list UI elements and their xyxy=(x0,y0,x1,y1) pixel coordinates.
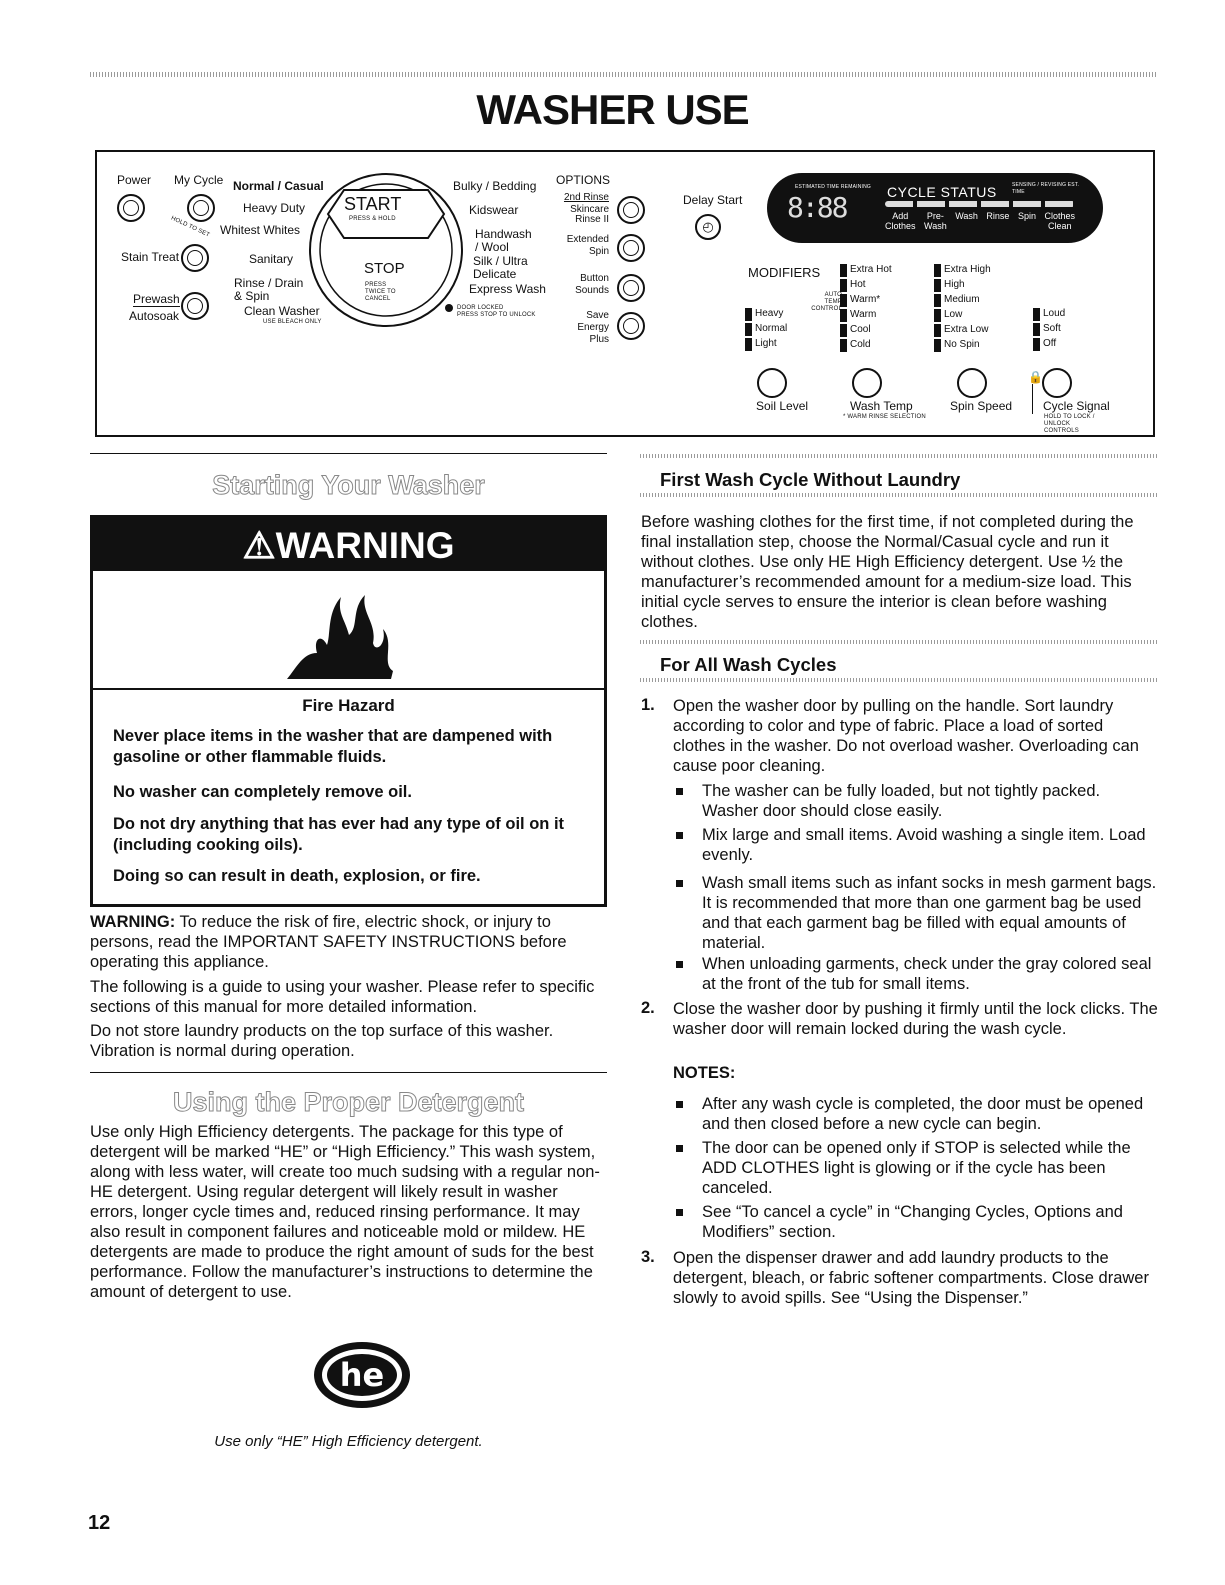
stain-treat-button[interactable] xyxy=(181,244,209,272)
power-label: Power xyxy=(117,173,152,187)
bullet-marker xyxy=(676,961,683,968)
stage-wash: Wash xyxy=(955,211,978,221)
indicator-light xyxy=(1033,308,1040,321)
spin-option-label: Extra Low xyxy=(944,324,989,335)
indicator-light xyxy=(934,264,941,277)
indicator-light xyxy=(934,279,941,292)
step-1-bullet-2: Mix large and small items. Avoid washing a single item. Load evenly. xyxy=(702,826,1146,864)
temp-option-label: Warm* xyxy=(850,294,881,305)
auto-temp-label: AUTO TEMP CONTROL xyxy=(811,292,842,312)
notes-label: NOTES: xyxy=(673,1064,736,1082)
he-logo-text: he xyxy=(339,1356,385,1394)
warning-banner-text: ⚠WARNING xyxy=(242,525,455,566)
soil-option-label: Heavy xyxy=(755,308,784,319)
options-title: OPTIONS xyxy=(556,173,611,187)
all-cycles-heading: For All Wash Cycles xyxy=(660,654,837,675)
option-spin-label: Spin xyxy=(588,246,609,257)
wash-temp-button[interactable] xyxy=(852,368,882,398)
door-locked-label: DOOR LOCKED xyxy=(457,305,504,311)
bullet-marker xyxy=(676,832,683,839)
stage-spin: Spin xyxy=(1017,211,1036,221)
stain-treat-label: Stain Treat xyxy=(121,250,180,264)
spin-option-label: High xyxy=(944,279,965,290)
option-sounds-label: Sounds xyxy=(575,285,609,296)
option-button-sounds-button[interactable] xyxy=(617,274,645,302)
cycle-signal-note: HOLD TO LOCK / UNLOCK CONTROLS xyxy=(1044,414,1095,434)
right-rule-1 xyxy=(640,454,1158,458)
first-wash-paragraph: Before washing clothes for the first time, if not completed during the final installation step, choose the Normal/Casual cycle and run it without clothes. Use only HE High Efficiency detergent. Use ½ the manufacturer’s recommended amount for a medium-size load. This initial cycle serves to ensure the interior is clean before washing clothes. xyxy=(641,513,1134,631)
option-skincare-label: Skincare xyxy=(570,204,609,215)
spin-option-label: Extra High xyxy=(944,264,991,275)
starting-washer-heading: Starting Your Washer xyxy=(212,470,485,500)
step-2-note-3: See “To cancel a cycle” in “Changing Cycles, Options and Modifiers” section. xyxy=(702,1203,1123,1241)
step-2-note-2: The door can be opened only if STOP is selected while the ADD CLOTHES light is glowing or if the cycle has been canceled. xyxy=(702,1139,1131,1197)
spin-option-label: No Spin xyxy=(944,339,980,350)
indicator-light xyxy=(840,339,847,352)
step-1-bullet-3: Wash small items such as infant socks in mesh garment bags. It is recommended that more than one garment bag be used and that each garment bag be filled with equal amounts of material. xyxy=(702,874,1157,952)
cycle-bulky-bedding[interactable]: Bulky / Bedding xyxy=(453,179,537,193)
top-rule xyxy=(90,72,1158,77)
wash-temp-note: * WARM RINSE SELECTION xyxy=(843,414,926,420)
spin-option-label: Low xyxy=(944,309,963,320)
option-button-label: Button xyxy=(580,273,609,284)
cycle-heavy-duty[interactable]: Heavy Duty xyxy=(243,201,306,215)
indicator-light xyxy=(745,338,752,351)
left-column-rule xyxy=(90,453,607,454)
bullet-marker xyxy=(676,1145,683,1152)
option-energy-label: Energy xyxy=(577,322,609,333)
cycle-sanitary[interactable]: Sanitary xyxy=(249,252,294,266)
cycle-signal-label: Cycle Signal xyxy=(1043,399,1110,413)
modifiers-title: MODIFIERS xyxy=(748,265,821,280)
signal-option-label: Loud xyxy=(1043,308,1066,319)
warning-line-1: Never place items in the washer that are dampened with gasoline or other flammable fluids. xyxy=(113,727,553,766)
soil-level-label: Soil Level xyxy=(756,399,809,413)
stage-rinse: Rinse xyxy=(986,211,1010,221)
prewash-label: Prewash xyxy=(133,292,180,306)
fire-icon xyxy=(283,583,403,683)
option-save-label: Save xyxy=(586,310,609,321)
detergent-paragraph: Use only High Efficiency detergents. The package for this type of detergent will be marked “HE” or “High Efficiency.” This wash system, along with less water, will create too much sudsing with a regular non-HE detergent. Using regular detergent will likely result in washer errors, longer cycle times and, reduced rinsing performance. It may also result in component failures and noticeable mold or mildew. HE detergents are made to produce the right amount of suds for the best performance. Follow the manufacturer’s instructions to determine the amount of detergent to use. xyxy=(90,1123,600,1301)
signal-option-label: Soft xyxy=(1043,323,1061,334)
cycle-status-display xyxy=(767,173,1103,243)
warning-box xyxy=(90,515,607,907)
soil-option-label: Light xyxy=(755,338,777,349)
status-stages xyxy=(885,211,1075,231)
autosoak-label: Autosoak xyxy=(129,309,180,323)
option-rinse-ii-label: Rinse II xyxy=(575,214,609,225)
bullet-marker xyxy=(676,880,683,887)
lock-icon: 🔒 xyxy=(1028,370,1043,384)
he-caption: Use only “HE” High Efficiency detergent. xyxy=(214,1433,483,1450)
soil-option-label: Normal xyxy=(755,323,788,334)
signal-option-label: Off xyxy=(1043,338,1057,349)
warning-line-4: Doing so can result in death, explosion, or fire. xyxy=(113,867,481,885)
detergent-rule xyxy=(90,1072,607,1073)
stage-prewash: Pre- Wash xyxy=(924,211,947,231)
cycle-status-title: CYCLE STATUS xyxy=(887,184,997,200)
power-button[interactable] xyxy=(117,194,145,222)
right-rule-3 xyxy=(640,640,1158,644)
cycle-signal-button[interactable] xyxy=(1042,368,1072,398)
indicator-light xyxy=(840,279,847,292)
bullet-marker xyxy=(676,788,683,795)
bullet-marker xyxy=(676,1209,683,1216)
temp-option-label: Cold xyxy=(850,339,871,350)
cycle-express-wash[interactable]: Express Wash xyxy=(469,282,546,296)
step-1-bullet-1: The washer can be fully loaded, but not tightly packed. Washer door should close easily. xyxy=(702,782,1101,820)
cycle-clean-washer[interactable]: Clean Washer xyxy=(244,304,320,318)
door-locked-sub-label: PRESS STOP TO UNLOCK xyxy=(457,312,536,318)
step-2-note-1: After any wash cycle is completed, the door must be opened and then closed before a new cycle can begin. xyxy=(702,1095,1144,1133)
option-2nd-rinse-button[interactable] xyxy=(617,196,645,224)
cycle-rinse-drain-spin[interactable]: Rinse / Drain & Spin xyxy=(234,276,304,303)
first-wash-heading: First Wash Cycle Without Laundry xyxy=(660,469,961,490)
warning-line-3: Do not dry anything that has ever had any type of oil on it (including cooking oils). xyxy=(113,815,565,854)
bullet-marker xyxy=(676,1101,683,1108)
warning-divider xyxy=(93,688,604,690)
clock-icon: ◴ xyxy=(702,219,714,234)
cycle-whitest-whites[interactable]: Whitest Whites xyxy=(220,223,301,237)
spin-speed-button[interactable] xyxy=(957,368,987,398)
wash-temp-label: Wash Temp xyxy=(850,399,913,413)
right-rule-4 xyxy=(640,678,1158,682)
my-cycle-label: My Cycle xyxy=(174,173,224,187)
step-3-text: Open the dispenser drawer and add laundry products to the detergent, bleach, or fabric softener compartments. Close drawer slowly to avoid spills. See “Using the Dispenser.” xyxy=(673,1249,1149,1307)
start-sub-label: PRESS & HOLD xyxy=(349,216,396,222)
indicator-light xyxy=(934,309,941,322)
indicator-light xyxy=(934,324,941,337)
step-1-text: Open the washer door by pulling on the handle. Sort laundry according to color and type of fabric. Place a load of sorted clothes in the washer. Do not overload washer. Overloading can cause poor cleaning. xyxy=(673,697,1139,775)
option-plus-label: Plus xyxy=(589,334,609,345)
intro-paragraph-1: The following is a guide to using your washer. Please refer to specific sections of this manual for more detailed information. xyxy=(90,978,595,1016)
temp-option-label: Hot xyxy=(850,279,866,290)
time-remaining-label: ESTIMATED TIME REMAINING xyxy=(795,184,872,190)
temp-option-label: Warm xyxy=(850,309,877,320)
indicator-light xyxy=(840,264,847,277)
indicator-light xyxy=(1033,338,1040,351)
step-1-bullet-4: When unloading garments, check under the gray colored seal at the front of the tub for small items. xyxy=(702,955,1152,993)
warning-triangle-icon: ⚠ xyxy=(242,525,276,566)
stop-button[interactable]: STOP xyxy=(364,260,405,277)
cycle-kidswear[interactable]: Kidswear xyxy=(469,203,519,217)
spin-speed-label: Spin Speed xyxy=(950,399,1013,413)
stop-sub-label: PRESS TWICE TO CANCEL xyxy=(365,282,396,302)
step-2-text: Close the washer door by pushing it firmly until the lock clicks. The washer door will remain locked during the wash cycle. xyxy=(673,1000,1158,1038)
stage-add-clothes: Add Clothes xyxy=(885,211,916,231)
warning-note: WARNING: To reduce the risk of fire, electric shock, or injury to persons, read the IMPORTANT SAFETY INSTRUCTIONS before operating this appliance. xyxy=(90,913,567,971)
step-3-number: 3. xyxy=(641,1248,655,1266)
status-bar xyxy=(885,201,1075,207)
warning-line-2: No washer can completely remove oil. xyxy=(113,783,412,801)
cycle-normal-casual[interactable]: Normal / Casual xyxy=(233,179,324,193)
option-extended-label: Extended xyxy=(566,234,609,245)
indicator-light xyxy=(840,324,847,337)
stage-clothes-clean: Clothes Clean xyxy=(1044,211,1075,231)
indicator-light xyxy=(1033,323,1040,336)
indicator-light xyxy=(745,323,752,336)
detergent-heading: Using the Proper Detergent xyxy=(172,1087,525,1117)
option-save-energy-button[interactable] xyxy=(617,312,645,340)
indicator-light xyxy=(934,339,941,352)
hold-to-set-label: HOLD TO SET xyxy=(169,215,211,239)
step-2-number: 2. xyxy=(641,999,655,1017)
he-logo xyxy=(312,1340,412,1410)
delay-start-label: Delay Start xyxy=(683,193,743,207)
option-extended-spin-button[interactable] xyxy=(617,234,645,262)
intro-paragraph-2: Do not store laundry products on the top surface of this washer. Vibration is normal during operation. xyxy=(90,1022,554,1060)
my-cycle-button[interactable] xyxy=(187,194,215,222)
time-digits: 8:88 xyxy=(787,191,847,224)
cycle-handwash-wool[interactable]: Handwash / Wool xyxy=(475,227,532,254)
right-rule-2 xyxy=(640,493,1158,497)
clean-washer-note: USE BLEACH ONLY xyxy=(263,319,322,325)
page-title: WASHER USE xyxy=(476,86,749,133)
sensing-label: SENSING / REVISING EST. TIME xyxy=(1012,182,1080,195)
indicator-light xyxy=(745,308,752,321)
start-button[interactable]: START xyxy=(344,194,402,214)
spin-option-label: Medium xyxy=(944,294,980,305)
page-number: 12 xyxy=(88,1512,111,1534)
soil-level-button[interactable] xyxy=(757,368,787,398)
indicator-light xyxy=(934,294,941,307)
step-1-number: 1. xyxy=(641,696,655,714)
cycle-silk-ultra-delicate[interactable]: Silk / Ultra Delicate xyxy=(473,254,528,281)
prewash-autosoak-button[interactable] xyxy=(181,292,209,320)
temp-option-label: Cool xyxy=(850,324,871,335)
lock-bracket xyxy=(1032,384,1033,414)
fire-hazard-label: Fire Hazard xyxy=(302,696,395,715)
temp-option-label: Extra Hot xyxy=(850,264,892,275)
option-2nd-rinse-label: 2nd Rinse xyxy=(563,192,609,203)
delay-start-button[interactable] xyxy=(695,214,721,240)
